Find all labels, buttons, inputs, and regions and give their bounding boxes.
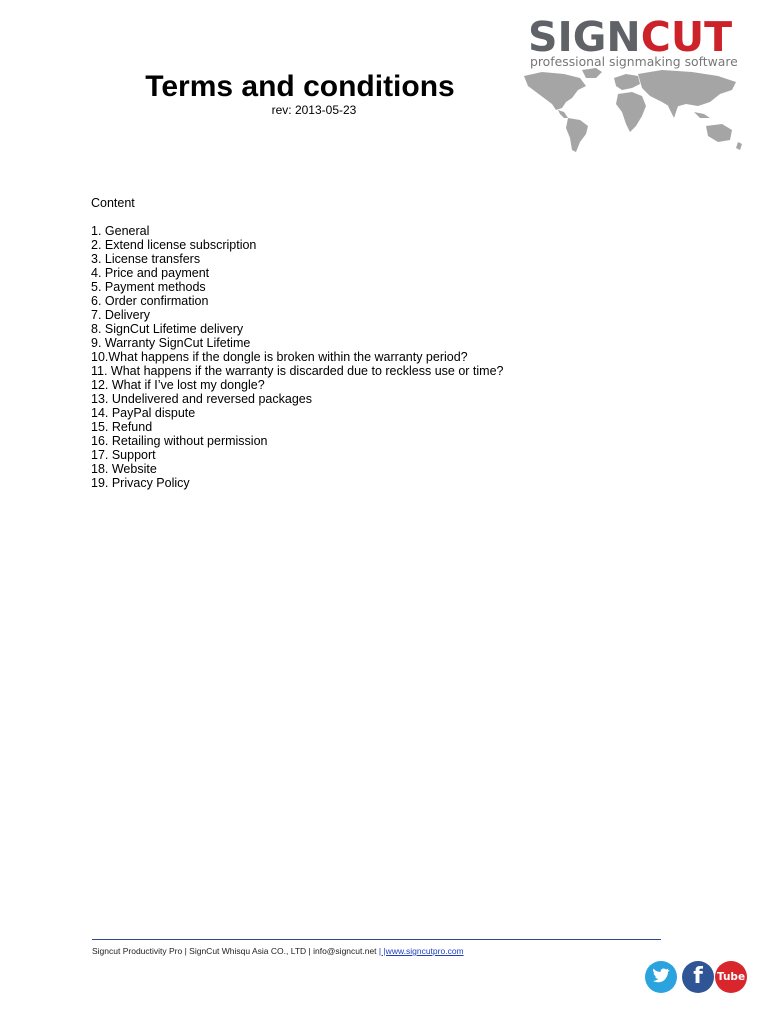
toc-item: 11. What happens if the warranty is discarded due to reckless use or time? (91, 364, 504, 378)
toc-item: 5. Payment methods (91, 280, 206, 294)
toc-item: 9. Warranty SignCut Lifetime (91, 336, 251, 350)
footer-text: Signcut Productivity Pro | SignCut Whisqu Asia CO., LTD | info@signcut.net (92, 946, 379, 956)
page-title: Terms and conditions (145, 70, 455, 103)
toc-item: 14. PayPal dispute (91, 406, 196, 420)
toc-item: 15. Refund (91, 420, 153, 434)
facebook-f-glyph: f (693, 964, 703, 989)
toc-item: 8. SignCut Lifetime delivery (91, 322, 244, 336)
twitter-icon[interactable] (645, 961, 677, 993)
world-map-icon (522, 68, 746, 154)
content-heading: Content (91, 196, 135, 210)
logo-cut-text: CUT (640, 13, 733, 61)
toc-item: 13. Undelivered and reversed packages (91, 392, 312, 406)
logo-tagline: professional signmaking software (530, 54, 738, 69)
toc-item: 12. What if I’ve lost my dongle? (91, 378, 265, 392)
toc-item: 7. Delivery (91, 308, 151, 322)
website-link[interactable]: | |www.signcutpro.com (378, 946, 464, 956)
toc-item: 18. Website (91, 462, 157, 476)
toc-item: 17. Support (91, 448, 156, 462)
toc-item: 2. Extend license subscription (91, 238, 257, 252)
twitter-bird-icon (645, 961, 677, 993)
youtube-label: Tube (716, 971, 746, 983)
facebook-icon[interactable] (682, 961, 714, 993)
toc-item: 4. Price and payment (91, 266, 210, 280)
toc-item: 6. Order confirmation (91, 294, 209, 308)
youtube-icon[interactable] (715, 961, 747, 993)
table-of-contents (91, 224, 503, 490)
footer-divider (92, 939, 661, 940)
toc-item: 1. General (91, 224, 150, 238)
toc-item: 19. Privacy Policy (91, 476, 190, 490)
logo-sign-text: SIGN (528, 13, 641, 61)
revision-date: rev: 2013-05-23 (271, 103, 357, 117)
toc-item: 10.What happens if the dongle is broken within the warranty period? (91, 350, 468, 364)
footer (92, 946, 464, 956)
toc-item: 16. Retailing without permission (91, 434, 268, 448)
signcut-logo (522, 14, 746, 154)
toc-item: 3. License transfers (91, 252, 201, 266)
